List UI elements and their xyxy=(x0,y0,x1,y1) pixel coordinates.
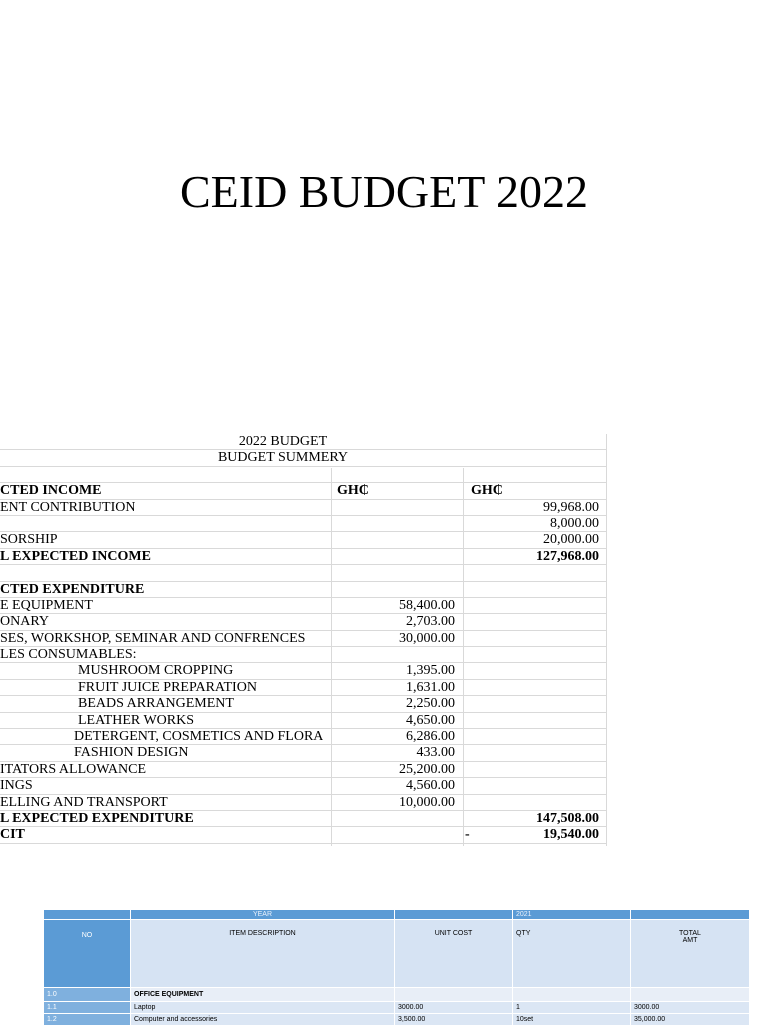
summary-row-label: ITATORS ALLOWANCE xyxy=(0,761,147,777)
summary-row xyxy=(0,811,607,827)
summary-row xyxy=(0,745,607,761)
col-total: TOTAL AMT xyxy=(631,920,750,988)
summary-row xyxy=(0,696,607,712)
item-description: Computer and accessories xyxy=(131,1014,395,1026)
summary-row xyxy=(0,647,607,663)
year-row xyxy=(44,910,750,920)
summary-row-label: LES CONSUMABLES: xyxy=(0,647,137,663)
col-no: NO xyxy=(44,920,131,988)
summary-row xyxy=(0,631,607,647)
summary-row-label: LEATHER WORKS xyxy=(78,712,195,728)
summary-row-label: BEADS ARRANGEMENT xyxy=(78,696,234,712)
summary-row-subtotal: 2,250.00 xyxy=(406,696,455,712)
income-header-row xyxy=(0,483,607,499)
summary-row xyxy=(0,762,607,778)
summary-row xyxy=(0,680,607,696)
summary-row-subtotal: 6,286.00 xyxy=(406,729,455,745)
currency-header: GH₵ xyxy=(337,483,369,499)
summary-row-label: ELLING AND TRANSPORT xyxy=(0,794,168,810)
item-number: 1.2 xyxy=(44,1014,131,1026)
summary-row xyxy=(0,663,607,679)
summary-row-label: MUSHROOM CROPPING xyxy=(78,663,234,679)
summary-row xyxy=(0,598,607,614)
summary-row-subtotal: 25,200.00 xyxy=(399,761,455,777)
summary-row-total: 19,540.00 xyxy=(543,827,599,843)
section-number: 1.0 xyxy=(44,988,131,1002)
summary-row xyxy=(0,729,607,745)
summary-row-subtotal: 30,000.00 xyxy=(399,630,455,646)
item-qty: 1 xyxy=(513,1002,631,1014)
summary-row-subtotal: 1,631.00 xyxy=(406,679,455,695)
year-label: YEAR xyxy=(131,910,395,920)
summary-row xyxy=(0,614,607,630)
summary-row-subtotal: 58,400.00 xyxy=(399,597,455,613)
summary-row xyxy=(0,565,607,581)
item-unit-cost: 3000.00 xyxy=(395,1002,513,1014)
col-qty: QTY xyxy=(513,920,631,988)
item-unit-cost: 3,500.00 xyxy=(395,1014,513,1026)
summary-row-subtotal: 433.00 xyxy=(416,745,455,761)
table-row xyxy=(44,1002,750,1014)
summary-heading: 2022 BUDGET xyxy=(238,434,328,449)
summary-row-total: 147,508.00 xyxy=(536,810,599,826)
summary-row xyxy=(0,532,607,548)
summary-row-total: 99,968.00 xyxy=(543,499,599,515)
income-header-label: CTED INCOME xyxy=(0,483,102,499)
section-row xyxy=(44,988,750,1002)
summary-row-label: E EQUIPMENT xyxy=(0,597,93,613)
summary-row-label: ONARY xyxy=(0,614,50,630)
summary-row-dash: - xyxy=(465,827,470,843)
col-unit-cost: UNIT COST xyxy=(395,920,513,988)
summary-row-total: 8,000.00 xyxy=(550,515,599,531)
summary-row xyxy=(0,778,607,794)
item-total: 3000.00 xyxy=(631,1002,750,1014)
item-number: 1.1 xyxy=(44,1002,131,1014)
summary-row xyxy=(0,795,607,811)
summary-row xyxy=(0,713,607,729)
summary-row xyxy=(0,827,607,843)
item-total: 35,000.00 xyxy=(631,1014,750,1026)
table-row xyxy=(44,1014,750,1026)
summary-row-subtotal: 4,650.00 xyxy=(406,712,455,728)
page-title: CEID BUDGET 2022 xyxy=(179,166,589,217)
budget-summary-table xyxy=(0,434,607,844)
item-description: Laptop xyxy=(131,1002,395,1014)
blank-row xyxy=(0,467,607,483)
detail-budget-table xyxy=(44,910,750,1026)
summary-row-subtotal: 2,703.00 xyxy=(406,614,455,630)
summary-row xyxy=(0,582,607,598)
item-qty: 10set xyxy=(513,1014,631,1026)
column-header-row xyxy=(44,920,750,988)
summary-row-label: INGS xyxy=(0,778,33,794)
summary-subheading: BUDGET SUMMERY xyxy=(217,450,349,466)
summary-row-label: L EXPECTED INCOME xyxy=(0,548,151,564)
summary-row-label: SES, WORKSHOP, SEMINAR AND CONFRENCES xyxy=(0,630,306,646)
col-item-description: ITEM DESCRIPTION xyxy=(131,920,395,988)
summary-row xyxy=(0,549,607,565)
summary-row-label: CIT xyxy=(0,827,25,843)
summary-row-subtotal: 4,560.00 xyxy=(406,778,455,794)
summary-row-label: SORSHIP xyxy=(0,532,58,548)
summary-row xyxy=(0,516,607,532)
summary-row-subtotal: 1,395.00 xyxy=(406,663,455,679)
summary-row-label: L EXPECTED EXPENDITURE xyxy=(0,810,194,826)
section-label: OFFICE EQUIPMENT xyxy=(131,988,395,1002)
summary-row-label: FRUIT JUICE PREPARATION xyxy=(78,679,257,695)
summary-row-subtotal: 10,000.00 xyxy=(399,794,455,810)
year-value: 2021 xyxy=(513,910,631,920)
currency-header: GH₵ xyxy=(471,483,503,499)
summary-row-total: 127,968.00 xyxy=(536,548,599,564)
summary-row-label: FASHION DESIGN xyxy=(74,745,189,761)
summary-row xyxy=(0,500,607,516)
summary-row-total: 20,000.00 xyxy=(543,532,599,548)
summary-row-label: DETERGENT, COSMETICS AND FLORA xyxy=(74,729,324,745)
summary-row-label: ENT CONTRIBUTION xyxy=(0,499,136,515)
summary-row-label: CTED EXPENDITURE xyxy=(0,581,145,597)
